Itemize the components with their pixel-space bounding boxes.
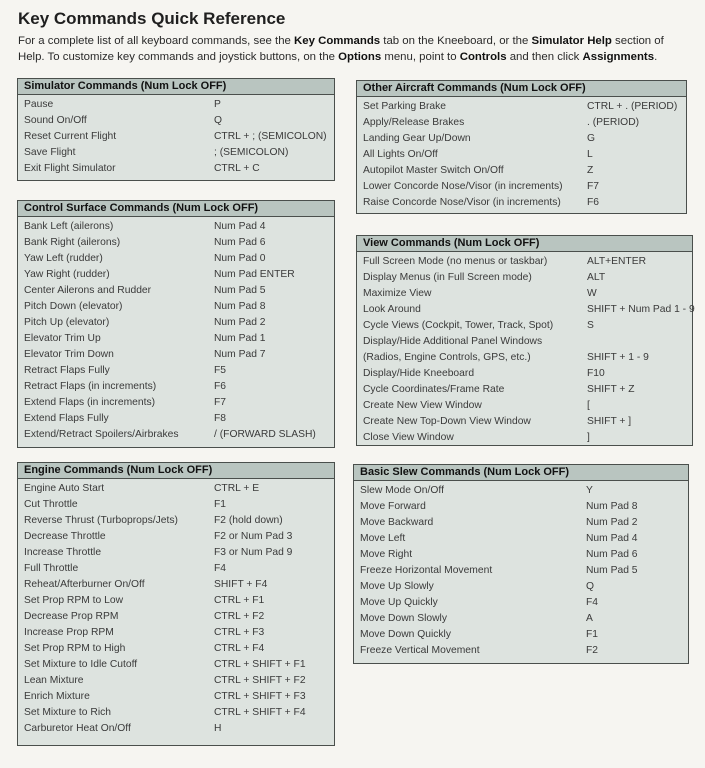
key-binding: SHIFT + 1 - 9: [587, 352, 649, 363]
key-binding: F1: [586, 629, 599, 640]
key-binding: SHIFT + Num Pad 1 - 9: [587, 304, 695, 315]
command-row: [24, 347, 328, 363]
key-binding: . (PERIOD): [587, 117, 640, 128]
key-binding: CTRL + E: [214, 483, 260, 494]
command-row: [24, 267, 328, 283]
intro-text: section of Help. To customize key commands and joystick buttons, on the: [18, 35, 664, 63]
command-name: Look Around: [363, 304, 421, 315]
command-row: [24, 673, 328, 689]
command-name: Move Left: [360, 533, 406, 544]
command-name: Move Down Slowly: [360, 613, 447, 624]
command-name: Slew Mode On/Off: [360, 485, 444, 496]
key-binding: F4: [586, 597, 599, 608]
key-binding: CTRL + SHIFT + F4: [214, 707, 306, 718]
command-name: Lower Concorde Nose/Visor (in increments): [363, 181, 563, 192]
command-row: [363, 334, 686, 350]
section-header: Basic Slew Commands (Num Lock OFF): [354, 465, 688, 481]
command-row: [363, 430, 686, 446]
command-row: [360, 579, 682, 595]
command-name: Engine Auto Start: [24, 483, 105, 494]
command-row: [24, 609, 328, 625]
command-row: [24, 689, 328, 705]
command-name: Freeze Horizontal Movement: [360, 565, 493, 576]
intro-text: and then click: [506, 51, 583, 63]
command-row: [360, 483, 682, 499]
command-row: [363, 147, 680, 163]
page-title: Key Commands Quick Reference: [18, 9, 286, 28]
command-row: [360, 643, 682, 659]
command-row: [24, 379, 328, 395]
command-row: [24, 513, 328, 529]
command-row: [363, 350, 686, 366]
command-name: Close View Window: [363, 432, 454, 443]
intro-text: .: [654, 51, 658, 63]
command-name: Elevator Trim Down: [24, 349, 114, 360]
key-binding: ]: [587, 432, 590, 443]
key-binding: F2 or Num Pad 3: [214, 531, 293, 542]
command-row: [24, 97, 328, 113]
command-row: [360, 563, 682, 579]
command-name: Extend Flaps (in increments): [24, 397, 156, 408]
command-row: [363, 131, 680, 147]
key-binding: / (FORWARD SLASH): [214, 429, 316, 440]
key-binding: Y: [586, 485, 593, 496]
section-rows: [18, 479, 334, 737]
command-row: [363, 99, 680, 115]
command-name: Freeze Vertical Movement: [360, 645, 480, 656]
key-binding: SHIFT + F4: [214, 579, 268, 590]
key-binding: ALT: [587, 272, 606, 283]
command-row: [360, 595, 682, 611]
section-header: Simulator Commands (Num Lock OFF): [18, 79, 334, 95]
key-binding: SHIFT + ]: [587, 416, 632, 427]
command-name: Save Flight: [24, 147, 76, 158]
command-name: Display/Hide Kneeboard: [363, 368, 475, 379]
command-name: Display/Hide Additional Panel Windows: [363, 336, 543, 347]
command-row: [24, 363, 328, 379]
key-binding: ALT+ENTER: [587, 256, 647, 267]
command-row: [24, 561, 328, 577]
command-row: [24, 577, 328, 593]
command-name: Display Menus (in Full Screen mode): [363, 272, 532, 283]
command-name: Reheat/Afterburner On/Off: [24, 579, 145, 590]
command-name: Cycle Views (Cockpit, Tower, Track, Spot): [363, 320, 554, 331]
command-row: [24, 427, 328, 443]
command-name: Cut Throttle: [24, 499, 78, 510]
key-binding: Num Pad 6: [214, 237, 266, 248]
command-row: [360, 499, 682, 515]
command-row: [24, 113, 328, 129]
command-row: [24, 545, 328, 561]
command-row: [24, 161, 328, 177]
section-rows: [18, 217, 334, 443]
command-row: [24, 331, 328, 347]
section-rows: [357, 252, 695, 446]
key-binding: CTRL + SHIFT + F1: [214, 659, 306, 670]
key-binding: Num Pad 4: [586, 533, 638, 544]
command-row: [24, 145, 328, 161]
command-name: Set Parking Brake: [363, 101, 446, 112]
command-row: [24, 529, 328, 545]
command-row: [24, 497, 328, 513]
key-binding: CTRL + F3: [214, 627, 265, 638]
key-binding: Num Pad 2: [214, 317, 266, 328]
key-binding: F7: [214, 397, 227, 408]
command-row: [363, 286, 686, 302]
command-row: [24, 299, 328, 315]
command-name: Create New View Window: [363, 400, 482, 411]
key-binding: CTRL + F2: [214, 611, 265, 622]
key-binding: SHIFT + Z: [587, 384, 635, 395]
command-row: [363, 398, 686, 414]
command-row: [363, 163, 680, 179]
command-name: All Lights On/Off: [363, 149, 438, 160]
command-name: Center Ailerons and Rudder: [24, 285, 152, 296]
command-row: [363, 179, 680, 195]
engine-commands-section: [17, 462, 335, 746]
command-name: Set Prop RPM to High: [24, 643, 126, 654]
command-row: [24, 593, 328, 609]
section-header: Engine Commands (Num Lock OFF): [18, 463, 334, 479]
command-name: Pause: [24, 99, 54, 110]
command-row: [360, 515, 682, 531]
command-name: Retract Flaps (in increments): [24, 381, 157, 392]
command-row: [24, 705, 328, 721]
command-name: Increase Prop RPM: [24, 627, 114, 638]
command-row: [363, 318, 686, 334]
command-name: Move Forward: [360, 501, 426, 512]
command-name: Move Backward: [360, 517, 434, 528]
command-row: [24, 251, 328, 267]
command-name: Pitch Up (elevator): [24, 317, 110, 328]
command-name: Extend/Retract Spoilers/Airbrakes: [24, 429, 179, 440]
key-binding: Num Pad ENTER: [214, 269, 295, 280]
key-binding: A: [586, 613, 593, 624]
intro-bold: Controls: [459, 51, 507, 63]
key-binding: S: [587, 320, 594, 331]
command-row: [24, 625, 328, 641]
key-binding: Q: [214, 115, 223, 126]
key-binding: Num Pad 2: [586, 517, 638, 528]
command-row: [363, 414, 686, 430]
key-binding: Num Pad 8: [586, 501, 638, 512]
intro-bold: Assignments: [582, 51, 655, 63]
key-binding: CTRL + ; (SEMICOLON): [214, 131, 327, 142]
section-header: Control Surface Commands (Num Lock OFF): [18, 201, 334, 217]
key-binding: P: [214, 99, 221, 110]
key-binding: Z: [587, 165, 594, 176]
command-name: Retract Flaps Fully: [24, 365, 110, 376]
command-row: [360, 611, 682, 627]
key-binding: CTRL + F1: [214, 595, 265, 606]
command-row: [24, 395, 328, 411]
key-binding: F3 or Num Pad 9: [214, 547, 293, 558]
command-row: [363, 382, 686, 398]
command-name: Elevator Trim Up: [24, 333, 101, 344]
command-row: [363, 254, 686, 270]
command-row: [24, 721, 328, 737]
command-row: [363, 270, 686, 286]
command-row: [24, 411, 328, 427]
key-binding: L: [587, 149, 593, 160]
command-name: Set Mixture to Idle Cutoff: [24, 659, 138, 670]
key-binding: F6: [587, 197, 600, 208]
command-name: Landing Gear Up/Down: [363, 133, 471, 144]
key-binding: Num Pad 8: [214, 301, 266, 312]
command-name: Move Up Slowly: [360, 581, 434, 592]
intro-text: tab on the Kneeboard, or the: [380, 35, 532, 47]
command-name: Yaw Left (rudder): [24, 253, 103, 264]
key-binding: [587, 334, 686, 350]
command-name: Yaw Right (rudder): [24, 269, 110, 280]
key-binding: F4: [214, 563, 227, 574]
intro-text: For a complete list of all keyboard commands, see the: [18, 35, 295, 47]
key-binding: Num Pad 5: [586, 565, 638, 576]
command-name: Exit Flight Simulator: [24, 163, 116, 174]
key-binding: CTRL + SHIFT + F2: [214, 675, 306, 686]
command-name: Pitch Down (elevator): [24, 301, 123, 312]
key-binding: H: [214, 723, 222, 734]
command-name: Maximize View: [363, 288, 432, 299]
view-commands-section: [356, 235, 693, 446]
intro-paragraph: [18, 33, 688, 65]
command-row: [24, 657, 328, 673]
command-name: Sound On/Off: [24, 115, 87, 126]
command-row: [24, 283, 328, 299]
command-row: [24, 235, 328, 251]
basic-slew-commands-section: [353, 464, 689, 664]
key-binding: Q: [586, 581, 595, 592]
command-row: [363, 302, 695, 318]
key-binding: Num Pad 5: [214, 285, 266, 296]
key-binding: F6: [214, 381, 227, 392]
key-binding: Num Pad 6: [586, 549, 638, 560]
command-name: Set Prop RPM to Low: [24, 595, 124, 606]
key-binding: CTRL + SHIFT + F3: [214, 691, 306, 702]
command-name: Raise Concorde Nose/Visor (in increments): [363, 197, 561, 208]
simulator-commands-section: [17, 78, 335, 181]
section-header: Other Aircraft Commands (Num Lock OFF): [357, 81, 686, 97]
intro-bold: Simulator Help: [531, 35, 612, 47]
command-name: Create New Top-Down View Window: [363, 416, 531, 427]
command-row: [24, 129, 328, 145]
intro-text: menu, point to: [381, 51, 460, 63]
command-row: [363, 366, 686, 382]
command-name: Apply/Release Brakes: [363, 117, 465, 128]
key-binding: F2: [586, 645, 599, 656]
command-row: [360, 547, 682, 563]
command-name: Lean Mixture: [24, 675, 84, 686]
key-binding: F5: [214, 365, 227, 376]
command-name: Enrich Mixture: [24, 691, 90, 702]
key-binding: CTRL + F4: [214, 643, 265, 654]
section-rows: [18, 95, 334, 177]
command-row: [360, 531, 682, 547]
command-name: Decrease Prop RPM: [24, 611, 119, 622]
key-binding: Num Pad 7: [214, 349, 266, 360]
command-name: Extend Flaps Fully: [24, 413, 109, 424]
intro-bold: Key Commands: [294, 35, 381, 47]
section-rows: [357, 97, 686, 211]
command-row: [24, 641, 328, 657]
key-binding: Num Pad 0: [214, 253, 266, 264]
command-name: Decrease Throttle: [24, 531, 106, 542]
key-binding: F8: [214, 413, 227, 424]
key-binding: W: [587, 288, 597, 299]
key-binding: F2 (hold down): [214, 515, 283, 526]
key-binding: Num Pad 1: [214, 333, 266, 344]
other-aircraft-commands-section: [356, 80, 687, 214]
command-row: [24, 481, 328, 497]
key-binding: CTRL + C: [214, 163, 260, 174]
command-row: [363, 195, 680, 211]
key-binding: ; (SEMICOLON): [214, 147, 289, 158]
command-row: [24, 219, 328, 235]
command-name: Move Up Quickly: [360, 597, 438, 608]
command-name: Bank Left (ailerons): [24, 221, 114, 232]
command-row: [363, 115, 680, 131]
command-name: Full Throttle: [24, 563, 79, 574]
key-binding: [: [587, 400, 590, 411]
command-row: [24, 315, 328, 331]
intro-bold: Options: [338, 51, 382, 63]
section-header: View Commands (Num Lock OFF): [357, 236, 692, 252]
command-name: Set Mixture to Rich: [24, 707, 111, 718]
command-name: Move Right: [360, 549, 413, 560]
command-name: Increase Throttle: [24, 547, 102, 558]
command-name: Move Down Quickly: [360, 629, 451, 640]
key-binding: F10: [587, 368, 605, 379]
command-row: [360, 627, 682, 643]
key-binding: F1: [214, 499, 227, 510]
control-surface-commands-section: [17, 200, 335, 448]
key-binding: G: [587, 133, 596, 144]
command-name: Bank Right (ailerons): [24, 237, 121, 248]
key-binding: CTRL + . (PERIOD): [587, 101, 678, 112]
command-name: Carburetor Heat On/Off: [24, 723, 131, 734]
command-name: Reverse Thrust (Turboprops/Jets): [24, 515, 178, 526]
section-rows: [354, 481, 688, 659]
command-name: Full Screen Mode (no menus or taskbar): [363, 256, 548, 267]
command-name: Reset Current Flight: [24, 131, 117, 142]
command-name: Cycle Coordinates/Frame Rate: [363, 384, 505, 395]
key-binding: F7: [587, 181, 600, 192]
key-binding: Num Pad 4: [214, 221, 266, 232]
command-name: Autopilot Master Switch On/Off: [363, 165, 504, 176]
command-name: (Radios, Engine Controls, GPS, etc.): [363, 352, 531, 363]
